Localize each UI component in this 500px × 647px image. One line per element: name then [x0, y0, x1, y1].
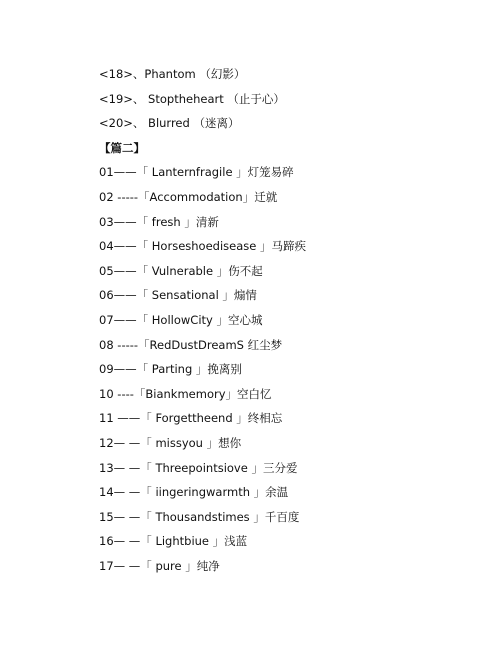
- list-item: 10 ----「Biankmemory」空白忆: [99, 386, 272, 401]
- section-heading: 【篇二】: [99, 140, 145, 155]
- list-item: 15— —「 Thousandstimes 」千百度: [99, 509, 300, 524]
- list-item: 12— —「 missyou 」想你: [99, 435, 242, 450]
- list-item: 11 ——「 Forgettheend 」终相忘: [99, 411, 283, 426]
- list-item: 09——「 Parting 」挽离别: [99, 362, 242, 377]
- list-item: 16— —「 Lightbiue 」浅蓝: [99, 534, 248, 549]
- list-item: 03——「 fresh 」清新: [99, 214, 219, 229]
- list-item: <19>、 Stoptheheart （止于心）: [99, 91, 285, 106]
- list-item: 17— —「 pure 」纯净: [99, 558, 220, 573]
- text-list: [99, 66, 306, 582]
- list-item: 04——「 Horseshoedisease 」马蹄疾: [99, 239, 306, 254]
- list-item: 01——「 Lanternfragile 」灯笼易碎: [99, 165, 294, 180]
- list-item: <20>、 Blurred （迷离）: [99, 116, 240, 131]
- list-item: 06——「 Sensational 」煽情: [99, 288, 257, 303]
- list-item: 02 -----「Accommodation」迁就: [99, 189, 278, 204]
- list-item: 07——「 HollowCity 」空心城: [99, 312, 263, 327]
- list-item: 05——「 Vulnerable 」伤不起: [99, 263, 263, 278]
- list-item: 08 -----「RedDustDreamS 红尘梦: [99, 337, 283, 352]
- list-item: 13— —「 Threepointsiove 」三分爱: [99, 460, 298, 475]
- list-item: 14— —「 iingeringwarmth 」余温: [99, 485, 289, 500]
- list-item: <18>、Phantom （幻影）: [99, 67, 246, 81]
